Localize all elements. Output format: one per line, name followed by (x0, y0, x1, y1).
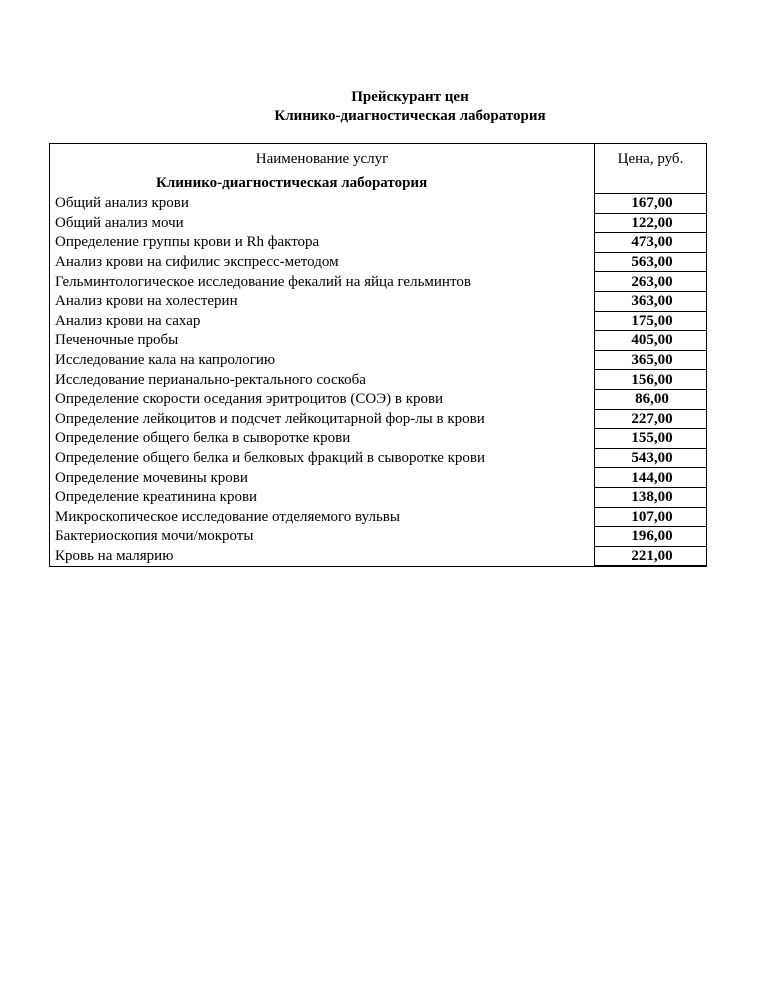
service-name-cell: Анализ крови на холестерин (50, 291, 595, 311)
service-name-cell: Определение креатинина крови (50, 487, 595, 507)
service-price-cell: 167,00 (595, 194, 707, 214)
service-price-cell: 221,00 (595, 546, 707, 566)
table-row (50, 331, 707, 351)
service-name-cell: Общий анализ мочи (50, 213, 595, 233)
table-row (50, 213, 707, 233)
service-name-cell: Анализ крови на сахар (50, 311, 595, 331)
table-row (50, 468, 707, 488)
table-row (50, 389, 707, 409)
service-price-cell: 473,00 (595, 233, 707, 253)
service-name-cell: Печеночные пробы (50, 331, 595, 351)
service-name-cell: Бактериоскопия мочи/мокроты (50, 527, 595, 547)
column-header-service-name: Наименование услуг (50, 144, 595, 175)
service-name-cell: Исследование кала на капрологию (50, 350, 595, 370)
table-row (50, 409, 707, 429)
service-price-cell: 107,00 (595, 507, 707, 527)
table-row (50, 194, 707, 214)
service-price-cell: 365,00 (595, 350, 707, 370)
table-row (50, 370, 707, 390)
service-price-cell: 138,00 (595, 487, 707, 507)
service-name-cell: Кровь на малярию (50, 546, 595, 566)
service-price-cell: 227,00 (595, 409, 707, 429)
service-name-cell: Анализ крови на сифилис экспресс-методом (50, 252, 595, 272)
table-row (50, 252, 707, 272)
price-table (49, 143, 707, 567)
service-name-cell: Определение скорости оседания эритроцитов (СОЭ) в крови (50, 389, 595, 409)
table-row (50, 233, 707, 253)
service-name-cell: Определение общего белка и белковых фракций в сыворотке крови (50, 448, 595, 468)
table-row (50, 311, 707, 331)
service-price-cell: 156,00 (595, 370, 707, 390)
section-header-row (50, 174, 707, 194)
service-name-cell: Исследование перианально-ректального соскоба (50, 370, 595, 390)
section-price-cell (595, 174, 707, 194)
table-row (50, 527, 707, 547)
table-row (50, 546, 707, 566)
column-header-price: Цена, руб. (595, 144, 707, 175)
service-price-cell: 543,00 (595, 448, 707, 468)
service-price-cell: 363,00 (595, 291, 707, 311)
service-price-cell: 405,00 (595, 331, 707, 351)
service-name-cell: Определение группы крови и Rh фактора (50, 233, 595, 253)
service-name-cell: Определение общего белка в сыворотке крови (50, 429, 595, 449)
service-name-cell: Гельминтологическое исследование фекалий на яйца гельминтов (50, 272, 595, 292)
table-row (50, 448, 707, 468)
service-price-cell: 263,00 (595, 272, 707, 292)
document-subtitle: Клинико-диагностическая лаборатория (274, 108, 546, 124)
service-name-cell: Определение мочевины крови (50, 468, 595, 488)
service-price-cell: 122,00 (595, 213, 707, 233)
service-price-cell: 155,00 (595, 429, 707, 449)
service-name-cell: Микроскопическое исследование отделяемого вульвы (50, 507, 595, 527)
service-price-cell: 144,00 (595, 468, 707, 488)
document-heading (0, 88, 768, 126)
table-row (50, 507, 707, 527)
service-price-cell: 86,00 (595, 389, 707, 409)
service-price-cell: 175,00 (595, 311, 707, 331)
service-price-cell: 196,00 (595, 527, 707, 547)
table-row (50, 429, 707, 449)
table-row (50, 350, 707, 370)
service-name-cell: Определение лейкоцитов и подсчет лейкоцитарной фор-лы в крови (50, 409, 595, 429)
table-row (50, 272, 707, 292)
document-title: Прейскурант цен (351, 89, 469, 105)
table-header-row (50, 144, 707, 175)
section-title: Клинико-диагностическая лаборатория (50, 174, 595, 194)
table-row (50, 291, 707, 311)
service-name-cell: Общий анализ крови (50, 194, 595, 214)
service-price-cell: 563,00 (595, 252, 707, 272)
table-row (50, 487, 707, 507)
